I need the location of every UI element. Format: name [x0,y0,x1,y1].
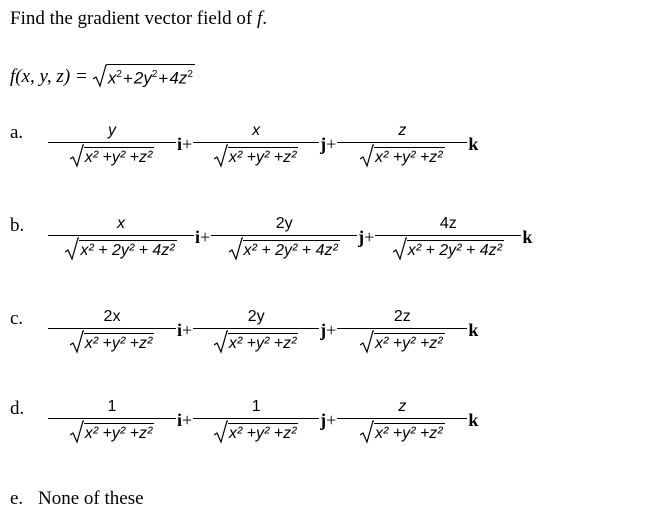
unit-vector-i: i [177,410,183,430]
fraction-numerator: 1 [251,398,261,415]
fraction [193,396,319,445]
unit-vector-i: i [195,227,201,247]
plus-sign: + [182,410,193,430]
question-text [10,8,267,30]
denominator-radicand: x² + 2y² + 4z² [243,242,338,259]
fraction-denominator [65,236,176,262]
fraction-denominator [70,143,155,169]
fraction [48,306,176,355]
fraction-denominator [70,329,155,355]
denominator-radicand: x² +y² +z² [84,149,153,166]
denominator-radicand: x² +y² +z² [375,149,443,166]
unit-vector-i: i [177,320,183,340]
choice-letter: d. [10,398,25,419]
fraction [193,120,319,169]
fraction-numerator: 2y [247,308,265,325]
plus-sign: + [326,410,337,430]
fraction-numerator: x [117,215,125,232]
radical-sign-icon [214,420,228,444]
fraction-denominator [393,236,504,262]
plus-sign: + [200,227,211,247]
fraction [211,213,357,262]
radical-sign-icon [214,144,228,168]
unit-vector-j: j [320,134,327,154]
function-lhs: f(x, y, z) [10,65,71,87]
plus-sign: + [326,134,337,154]
unit-vector-k: k [468,134,479,154]
radical-sign-icon [229,237,243,261]
unit-vector-i: i [177,134,183,154]
radical-sign-icon [360,144,374,168]
fraction-numerator: x [252,122,261,139]
fraction-denominator [360,143,445,169]
choice-expression [48,396,478,445]
choice-expression [48,306,478,355]
radical-sign-icon [70,420,84,444]
fraction-numerator: 2x [103,308,121,325]
fraction [337,396,467,445]
denominator-radicand: x² +y² +z² [84,335,153,352]
unit-vector-k: k [468,410,479,430]
function-radical [93,62,195,88]
fraction-denominator [214,419,299,445]
fraction-numerator: z [398,398,407,415]
radical-sign-icon [93,64,107,88]
fraction-denominator [214,143,299,169]
fraction [48,213,194,262]
fraction [337,120,467,169]
question-var: f [256,8,263,29]
fraction-numerator: y [108,122,116,139]
fraction [48,120,176,169]
function-radicand: $x^2+2y^2+4z^2$ [107,64,195,88]
function-definition [10,62,195,88]
radical-sign-icon [70,330,84,354]
fraction [193,306,319,355]
radical-sign-icon [360,420,374,444]
unit-vector-j: j [320,410,327,430]
fraction-numerator: z [398,122,407,139]
plus-sign: + [182,134,193,154]
fraction [375,213,521,262]
fraction-numerator: 4z [439,215,457,232]
fraction-numerator: 2z [393,308,411,325]
choice-expression [48,213,532,262]
unit-vector-j: j [320,320,327,340]
fraction-denominator [360,419,445,445]
plus-sign: + [364,227,375,247]
function-equals: = [76,65,87,87]
choice-e[interactable] [10,488,144,510]
fraction-denominator [70,419,155,445]
fraction-numerator: 2y [275,215,293,232]
denominator-radicand: x² + 2y² + 4z² [80,242,175,259]
radical-sign-icon [70,144,84,168]
plus-sign: + [182,320,193,340]
choice-letter: c. [10,308,24,329]
denominator-radicand: x² +y² +z² [228,425,297,442]
choice-letter: b. [10,215,25,236]
choice-text: None of these [38,488,144,509]
radical-sign-icon [214,330,228,354]
unit-vector-j: j [358,227,365,247]
choice-letter: a. [10,122,24,143]
plus-sign: + [326,320,337,340]
denominator-radicand: x² + 2y² + 4z² [407,242,502,259]
radical-sign-icon [65,237,79,261]
denominator-radicand: x² +y² +z² [228,335,297,352]
unit-vector-k: k [522,227,533,247]
radical-sign-icon [360,330,374,354]
fraction-denominator [229,236,340,262]
fraction [48,396,176,445]
question-prefix: Find the gradient vector field of [10,8,257,29]
denominator-radicand: x² +y² +z² [228,149,297,166]
unit-vector-k: k [468,320,479,340]
fraction [337,306,467,355]
radical-sign-icon [393,237,407,261]
choice-letter: e. [10,488,24,509]
denominator-radicand: x² +y² +z² [375,425,443,442]
denominator-radicand: x² +y² +z² [375,335,443,352]
denominator-radicand: x² +y² +z² [84,425,153,442]
question-suffix: . [262,8,267,29]
fraction-denominator [360,329,445,355]
fraction-numerator: 1 [107,398,117,415]
fraction-denominator [214,329,299,355]
choice-expression [48,120,478,169]
